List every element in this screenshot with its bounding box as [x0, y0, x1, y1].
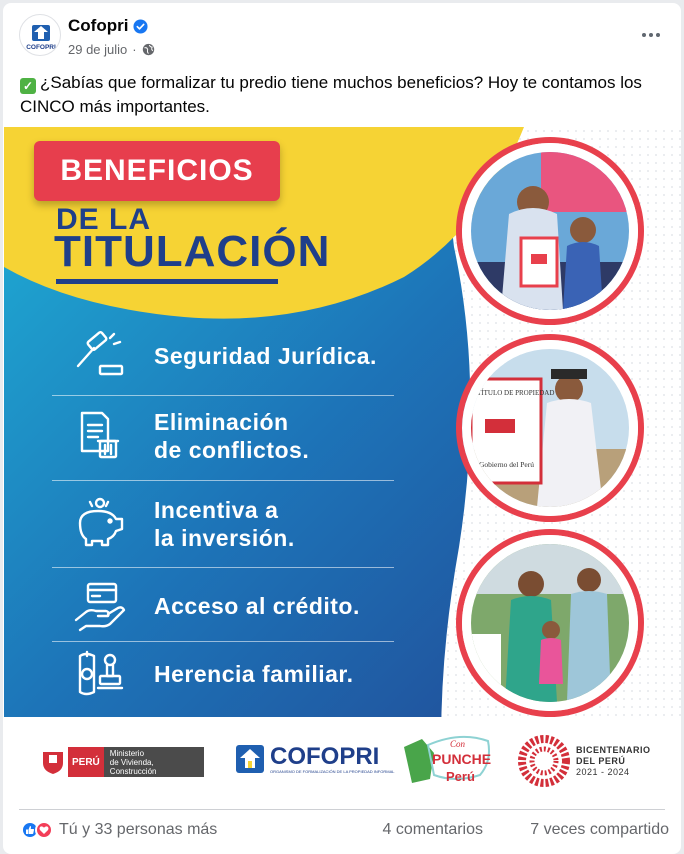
banner-beneficios: BENEFICIOS: [34, 141, 280, 201]
more-dot-icon: [649, 33, 653, 37]
title-underline: [56, 279, 278, 284]
stamp-icon: [72, 648, 128, 700]
benefit-label-line: de conflictos.: [154, 437, 310, 463]
more-options-button[interactable]: [635, 23, 667, 47]
photo-woman-title-image: [471, 349, 629, 507]
post-image[interactable]: [4, 127, 681, 809]
check-mark-icon: ✓: [20, 78, 36, 94]
cofopri-logo-icon: [20, 15, 61, 56]
benefit-label: Acceso al crédito.: [154, 593, 360, 619]
ministry-line: Ministerio: [109, 749, 145, 758]
more-dot-icon: [656, 33, 660, 37]
logo-ministerio: [40, 747, 204, 785]
benefit-divider: [52, 567, 394, 568]
bicentenario-line: 2021 - 2024: [576, 766, 630, 777]
post-date[interactable]: 29 de julio: [68, 42, 128, 57]
cofopri-tagline: ORGANISMO DE FORMALIZACIÓN DE LA PROPIEDAD INFORMAL: [270, 768, 395, 774]
punche-line: Perú: [446, 769, 475, 784]
author-label: Cofopri: [68, 16, 129, 35]
photo-mothers-children-image: [471, 544, 629, 702]
document-trash-icon: [72, 409, 128, 461]
benefit-label-line: Eliminación: [154, 409, 289, 435]
benefit-label-line: la inversión.: [154, 525, 295, 551]
globe-icon: [142, 43, 155, 56]
benefit-label: [154, 496, 295, 552]
post-card: [3, 3, 681, 854]
cofopri-text: [270, 742, 395, 774]
more-dot-icon: [642, 33, 646, 37]
verified-badge-icon: [133, 19, 148, 34]
ministry-label: [104, 747, 204, 785]
reactions-text: Tú y 33 personas más: [59, 821, 218, 838]
post-meta: [68, 42, 155, 57]
bicentenario-line: DEL PERÚ: [576, 755, 626, 766]
bicentenario-text: [576, 745, 651, 778]
avatar-label: COFOPRI: [26, 44, 56, 51]
benefit-label: Seguridad Jurídica.: [154, 343, 377, 369]
benefit-label: Herencia familiar.: [154, 661, 354, 687]
meta-separator: ·: [132, 42, 137, 57]
benefit-item: [58, 487, 398, 559]
title-de-la: DE LA: [56, 203, 151, 236]
page-avatar[interactable]: [19, 14, 61, 56]
benefit-item: [58, 570, 398, 642]
love-reaction-icon: [35, 821, 53, 839]
ministry-line: de Vivienda, Construcción: [109, 758, 157, 776]
cofopri-wordmark: COFOPRI: [270, 742, 380, 770]
footer-divider: [19, 809, 665, 810]
card-hand-icon: [72, 580, 128, 632]
reactions-summary[interactable]: [21, 821, 217, 839]
author-name[interactable]: [68, 16, 148, 36]
bicentenario-line: BICENTENARIO: [576, 744, 651, 755]
peru-label: PERÚ: [68, 747, 104, 777]
title-titulacion: TITULACIÓN: [54, 227, 331, 276]
photo-family-title: [462, 143, 638, 319]
bicentenario-emblem-icon: [518, 735, 570, 787]
punche-line: PUNCHE: [432, 751, 492, 767]
punche-line: Con: [450, 739, 466, 749]
shares-count-link[interactable]: 7 veces compartido: [530, 821, 669, 838]
post-footer: [3, 809, 681, 854]
benefit-item: [58, 320, 398, 392]
post-text: [20, 71, 670, 119]
benefit-label: [154, 408, 309, 464]
benefit-divider: [52, 395, 394, 396]
post-text-body: ¿Sabías que formalizar tu predio tiene muchos beneficios? Hoy te contamos los CINCO más importantes.: [20, 73, 642, 116]
photo-mothers-children: [462, 535, 638, 711]
logo-con-punche-peru: [400, 731, 496, 791]
piggy-bank-icon: [72, 497, 128, 549]
logo-bicentenario: [518, 735, 651, 787]
gavel-icon: [72, 330, 128, 382]
benefit-label-line: Incentiva a: [154, 497, 279, 523]
post-header: [3, 3, 681, 69]
ministry-line: y Saneamiento: [109, 776, 164, 785]
photo-family-title-image: [471, 152, 629, 310]
benefit-item: [58, 638, 398, 710]
benefit-item: [58, 399, 398, 471]
photo-caption: Gobierno del Perú: [479, 460, 534, 469]
peru-shield-icon: [40, 749, 66, 775]
photo-caption: TÍTULO DE PROPIEDAD: [477, 389, 555, 397]
cofopri-house-icon: [234, 743, 266, 775]
comments-count-link[interactable]: 4 comentarios: [382, 821, 483, 838]
benefit-divider: [52, 480, 394, 481]
logo-strip: [4, 717, 681, 809]
con-punche-peru-icon: [400, 731, 496, 791]
photo-woman-title: [462, 340, 638, 516]
logo-cofopri: [234, 743, 394, 775]
